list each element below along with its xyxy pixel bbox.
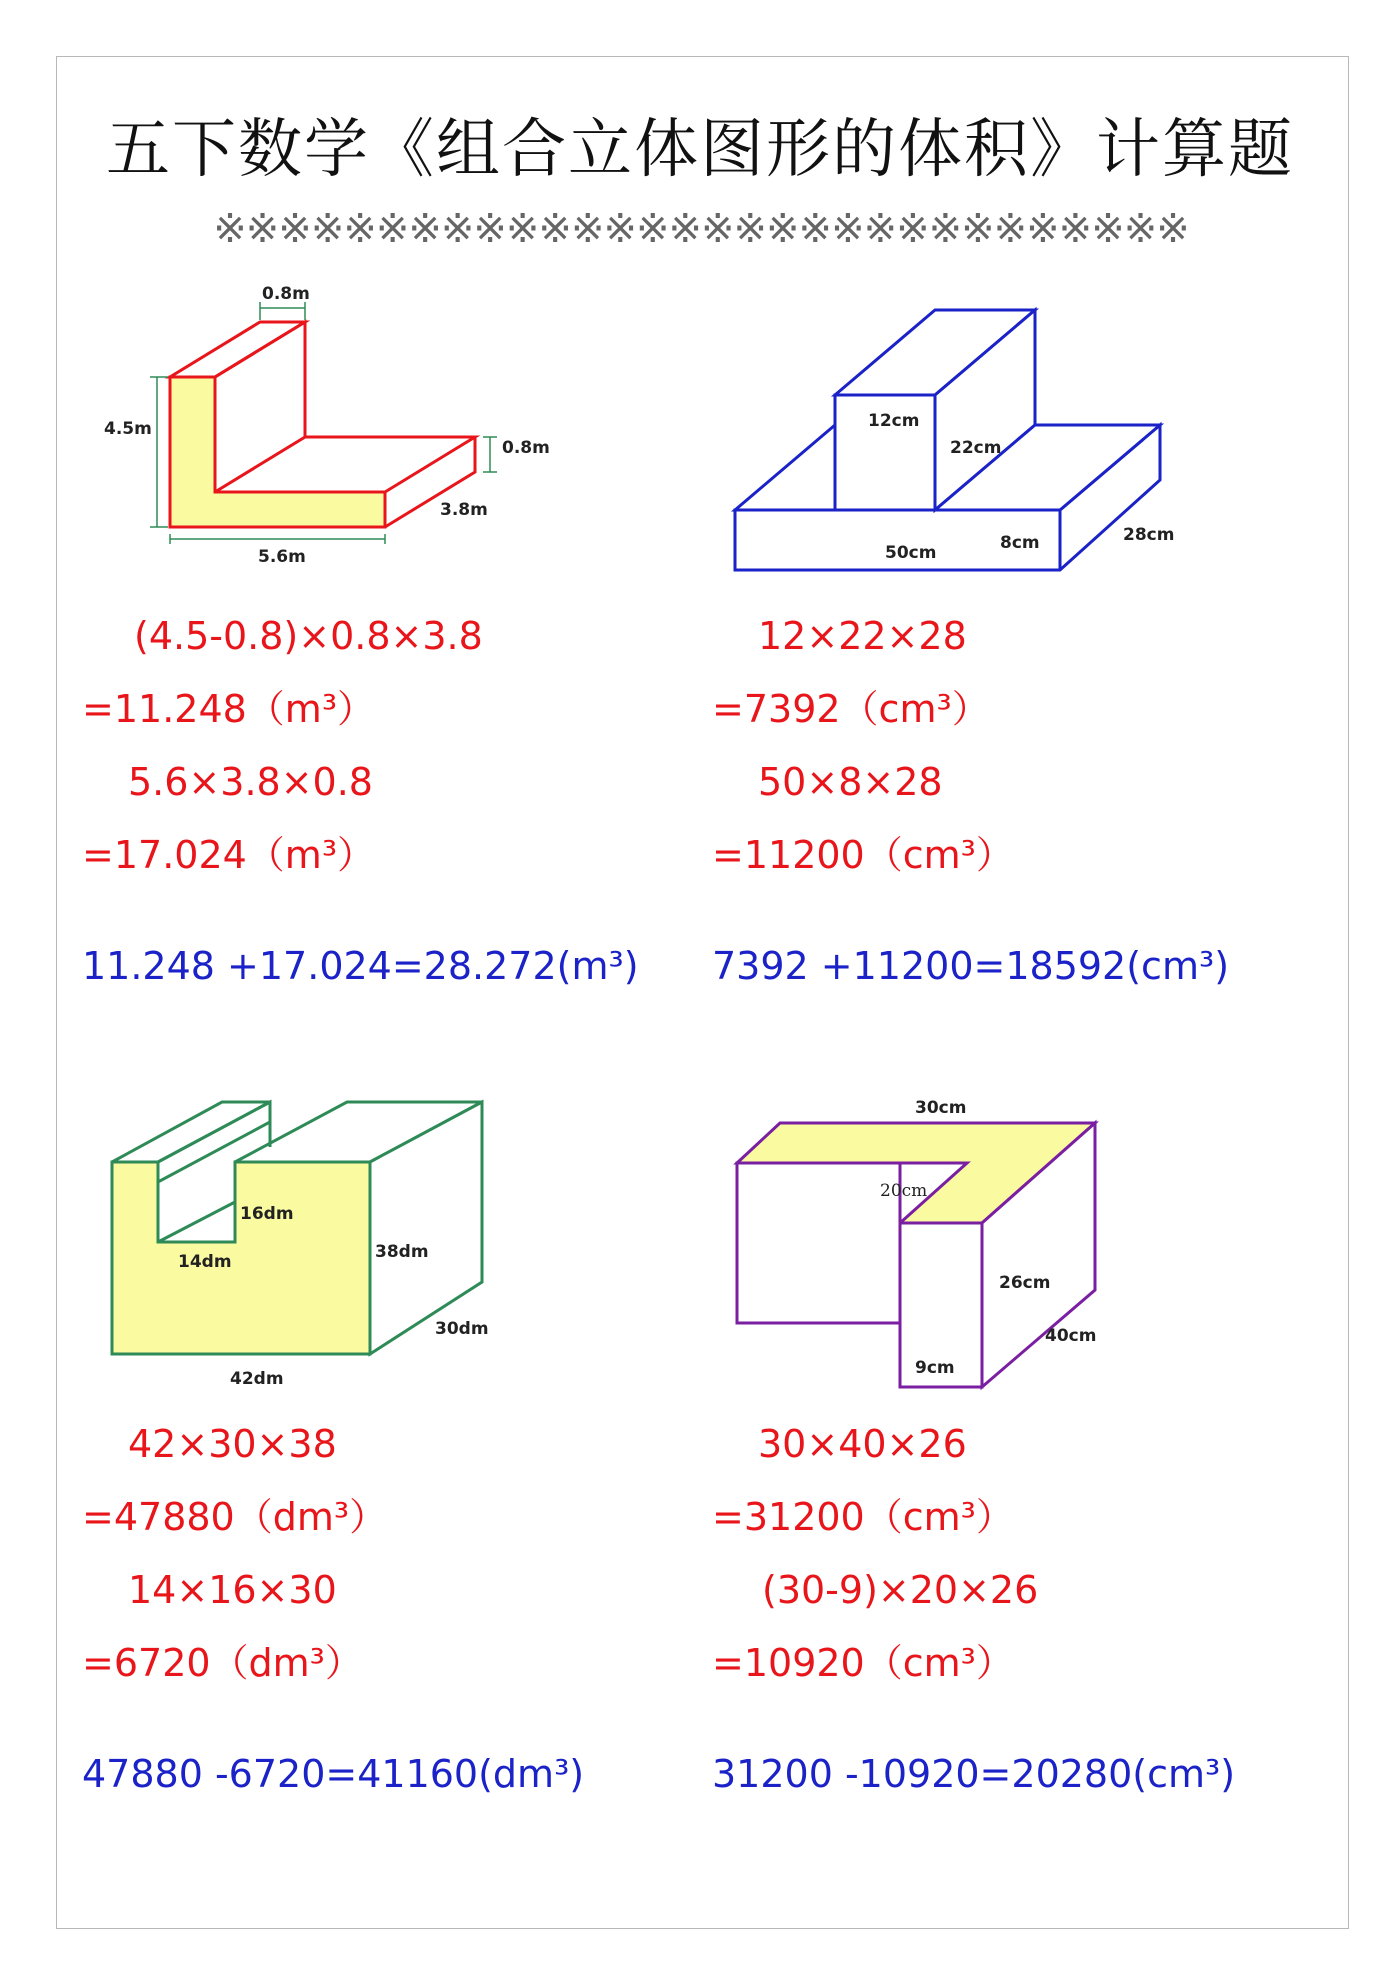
fig1-top-face	[170, 322, 305, 377]
fig4-label-inner: 20cm	[880, 1181, 928, 1201]
figure-1-l-shape	[90, 272, 590, 572]
p2-line-2: =7392（cm³）	[712, 687, 990, 731]
fig3-label-length: 42dm	[230, 1369, 284, 1389]
p1-result: 11.248 +17.024=28.272(m³)	[82, 944, 639, 988]
fig4-label-width: 9cm	[915, 1358, 955, 1378]
page-title: 五下数学《组合立体图形的体积》计算题	[106, 113, 1294, 187]
fig1-front-face	[170, 377, 385, 527]
fig4-label-depth: 40cm	[1045, 1326, 1097, 1346]
p3-result: 47880 -6720=41160(dm³)	[82, 1752, 585, 1796]
fig3-label-notch-width: 14dm	[178, 1252, 232, 1272]
fig3-label-notch-depth: 16dm	[240, 1204, 294, 1224]
fig1-label-depth: 3.8m	[440, 500, 488, 520]
p2-result: 7392 +11200=18592(cm³)	[712, 944, 1230, 988]
p1-line-2: =11.248（m³）	[82, 687, 376, 731]
figure-3-notched-block	[90, 1092, 540, 1392]
fig2-label-height: 22cm	[950, 438, 1002, 458]
figure-4-hook-shape	[725, 1085, 1155, 1405]
p4-line-1: 30×40×26	[758, 1422, 967, 1466]
fig1-label-width: 0.8m	[262, 284, 310, 304]
p4-line-3: (30-9)×20×26	[762, 1568, 1039, 1612]
fig2-label-step: 8cm	[1000, 533, 1040, 553]
p3-line-3: 14×16×30	[128, 1568, 337, 1612]
p4-line-2: =31200（cm³）	[712, 1495, 1014, 1539]
p4-line-4: =10920（cm³）	[712, 1641, 1014, 1685]
fig3-label-height: 38dm	[375, 1242, 429, 1262]
p4-result: 31200 -10920=20280(cm³)	[712, 1752, 1236, 1796]
fig1-label-thickness: 0.8m	[502, 438, 550, 458]
fig4-label-height: 26cm	[999, 1273, 1051, 1293]
fig2-label-top: 12cm	[868, 411, 920, 431]
p3-line-4: =6720（dm³）	[82, 1641, 363, 1685]
fig2-label-length: 50cm	[885, 543, 937, 563]
figure-2-t-shape	[725, 290, 1205, 580]
p1-line-3: 5.6×3.8×0.8	[128, 760, 373, 804]
p2-line-3: 50×8×28	[758, 760, 943, 804]
p2-line-1: 12×22×28	[758, 614, 967, 658]
fig3-front-face	[112, 1162, 370, 1354]
decorative-divider: ※※※※※※※※※※※※※※※※※※※※※※※※※※※※※※	[213, 206, 1189, 252]
p3-line-2: =47880（dm³）	[82, 1495, 388, 1539]
fig3-label-depth: 30dm	[435, 1319, 489, 1339]
fig2-label-depth: 28cm	[1123, 525, 1175, 545]
p3-line-1: 42×30×38	[128, 1422, 337, 1466]
p2-line-4: =11200（cm³）	[712, 833, 1014, 877]
p1-line-4: =17.024（m³）	[82, 833, 376, 877]
fig4-label-top: 30cm	[915, 1098, 967, 1118]
fig1-label-height: 4.5m	[104, 419, 152, 439]
p1-line-1: (4.5-0.8)×0.8×3.8	[134, 614, 483, 658]
fig1-label-length: 5.6m	[258, 547, 306, 567]
